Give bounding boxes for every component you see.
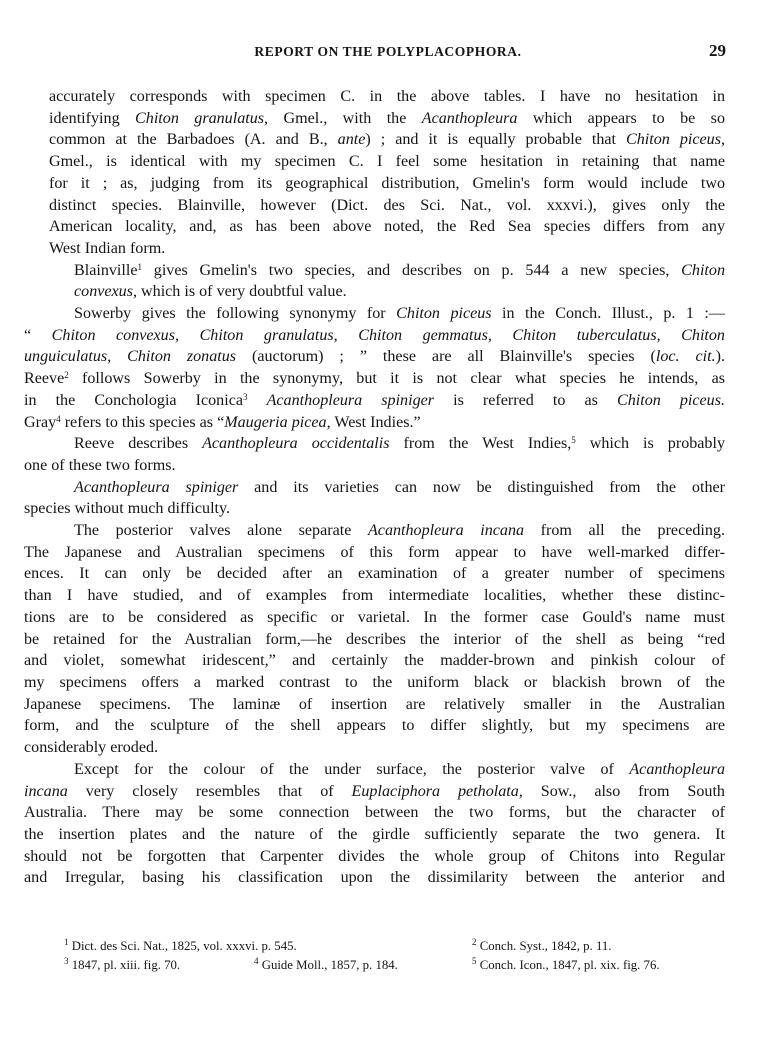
text-line: The posterior valves alone separate Acanthopleura incana from all the preceding. [74,522,725,540]
paragraph-4 [24,433,725,476]
running-head: REPORT ON THE POLYPLACOPHORA. [254,44,522,59]
footnote-2: $^2$ Conch. Syst., 1842, p. 11. [472,937,612,953]
paragraph-2 [49,260,725,303]
text-line: Gray$^4$ refers to this species as “Maugeria picea, West Indies.” [24,413,421,431]
text-line: should not be forgotten that Carpenter divides the whole group of Chitons into Regular [24,847,725,865]
paragraph-7 [24,759,725,889]
text-line: species without much difficulty. [24,500,231,518]
footnote-ref: 3 [242,391,248,402]
text-line: my specimens offers a marked contrast to the uniform black or blackish brown of the [24,673,725,691]
text-line: ences. It can only be decided after an examination of a greater number of specimens [24,565,725,583]
text-line: for it ; as, judging from its geographical distribution, Gmelin's form would include two [49,174,725,192]
text-line: considerably eroded. [24,739,159,757]
page-number: 29 [709,41,726,60]
footnotes [64,937,724,975]
text-line: distinct species. Blainville, however (Dict. des Sci. Nat., vol. xxxvi.), gives only the [49,196,725,214]
text-line: Blainville$^1$ gives Gmelin's two species, and describes on p. 544 a new species, Chiton [74,261,725,279]
footnote-row [64,956,724,975]
text-line: and violet, somewhat iridescent,” and certainly the madder-brown and pinkish colour of [24,652,725,670]
text-line: and Irregular, basing his classification upon the dissimilarity between the anterior and [24,869,725,887]
text-line: accurately corresponds with specimen C. in the above tables. I have no hesitation in [49,88,725,105]
text-line: Japanese specimens. The laminæ of insertion are relatively smaller in the Australian [24,695,725,713]
text-line: than I have studied, and of examples from intermediate localities, whether these distinc- [24,587,725,605]
text-line: Sowerby gives the following synonymy for Chiton piceus in the Conch. Illust., p. 1 :— [74,305,725,323]
text-line: Except for the colour of the under surface, the posterior valve of Acanthopleura [74,760,725,778]
text-line: Reeve$^2$ follows Sowerby in the synonymy, but it is not clear what species he intends, as [24,370,725,388]
text-line: The Japanese and Australian specimens of this form appear to have well-marked differ- [24,543,725,561]
text-line: identifying Chiton granulatus, Gmel., with the Acanthopleura which appears to be so [49,109,725,127]
text-line: unguiculatus, Chiton zonatus (auctorum) ; ” these are all Blainville's species (loc. cit.). [24,348,725,366]
paragraph-3 [24,303,725,433]
footnote-ref: 4 [56,413,61,424]
text-line: American locality, and, as has been above noted, the Red Sea species differs from any [49,218,725,236]
text-line: West Indian form. [49,239,166,257]
paragraph-5 [24,477,725,520]
text-line: Reeve describes Acanthopleura occidentalis from the West Indies,$^5$ which is probably [74,435,725,453]
footnote-ref: 1 [137,261,142,272]
text-line: “ Chiton convexus, Chiton granulatus, Chiton gemmatus, Chiton tuberculatus, Chiton [24,326,725,344]
text-line: Gmel., is identical with my specimen C. I feel some hesitation in retaining that name [49,153,725,171]
text-line: incana very closely resembles that of Euplaciphora petholata, Sow., also from South [24,782,725,800]
paragraph-6 [24,520,725,759]
text-line: one of these two forms. [24,456,176,474]
text-line: Acanthopleura spiniger and its varieties can now be distinguished from the other [74,478,725,496]
footnote-3: $^3$ 1847, pl. xiii. fig. 70. [64,956,181,972]
footnote-4: $^4$ Guide Moll., 1857, p. 184. [254,956,398,972]
text-line: be retained for the Australian form,—he describes the interior of the shell as being “red [24,630,725,648]
text-line: Australia. There may be some connection between the two forms, but the character of [24,804,725,822]
footnote-1: $^1$ Dict. des Sci. Nat., 1825, vol. xxxvi. p. 545. [64,937,297,953]
page-header [50,41,726,64]
footnote-ref: 2 [64,370,69,381]
text-line: common at the Barbadoes (A. and B., ante) ; and it is equally probable that Chiton piceus, [49,131,725,149]
paragraph-1 [49,86,725,260]
footnote-5: $^5$ Conch. Icon., 1847, pl. xix. fig. 76. [472,956,660,972]
footnote-ref: 5 [571,435,576,446]
text-line: convexus, which is of very doubtful value. [74,283,347,301]
footnote-row [64,937,724,956]
text-line: the insertion plates and the nature of the girdle sufficiently separate the two genera. It [24,825,725,843]
body-text [24,86,725,889]
text-line: in the Conchologia Iconica$^3$ Acanthopleura spiniger is referred to as Chiton piceus. [24,391,725,409]
text-line: tions are to be considered as specific or varietal. In the former case Gould's name must [24,608,725,626]
text-line: form, and the sculpture of the shell appears to differ slightly, but my specimens are [24,717,725,735]
